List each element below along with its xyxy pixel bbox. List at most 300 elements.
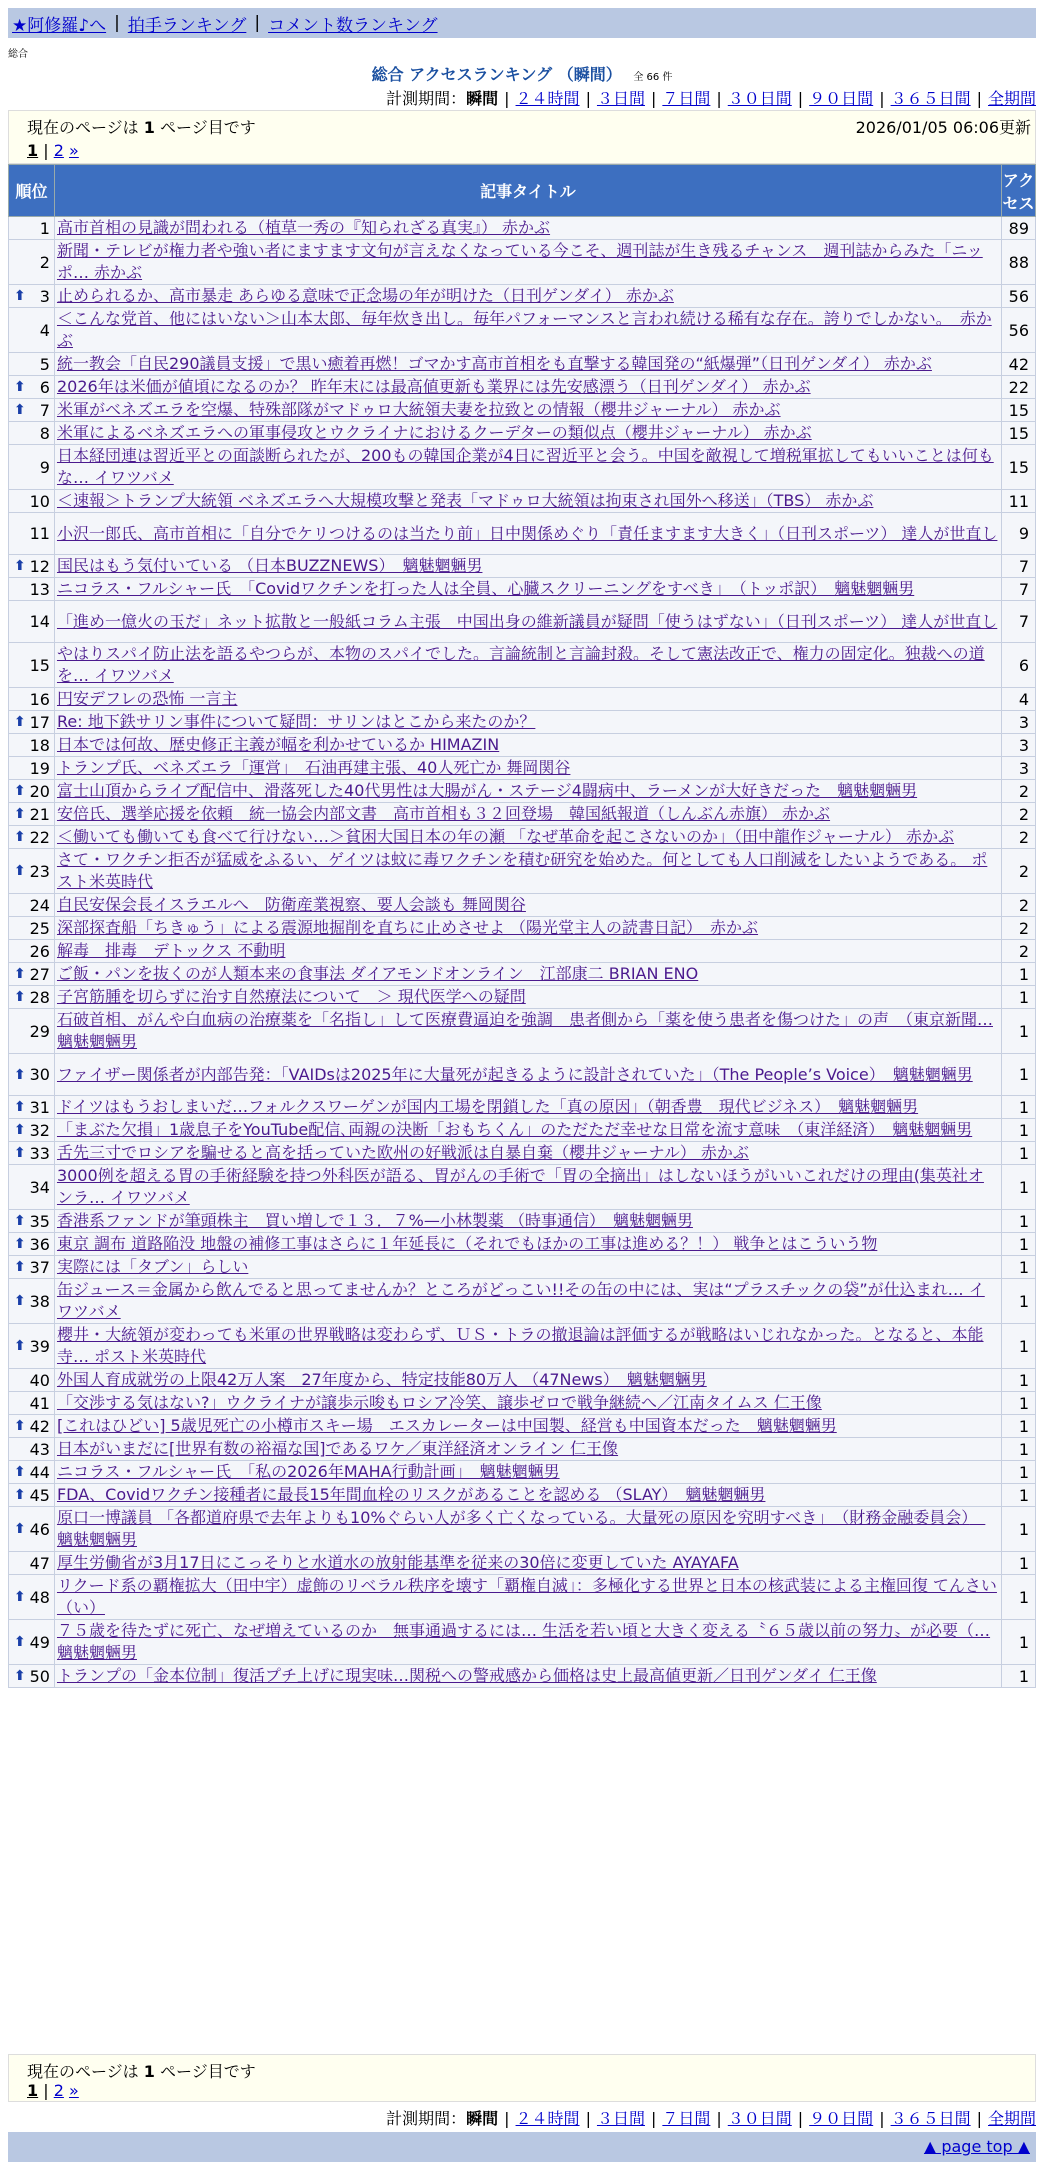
rank-cell	[9, 1575, 55, 1620]
col-header-title: 記事タイトル	[54, 165, 1001, 217]
period-link[interactable]: ３日間	[596, 2109, 645, 2128]
table-row	[9, 445, 1036, 490]
period-link[interactable]: ３６５日間	[890, 89, 971, 108]
rank-number: 10	[29, 491, 50, 511]
period-link[interactable]: ７日間	[662, 89, 711, 108]
title-cell	[54, 1392, 1001, 1415]
title-cell	[54, 803, 1001, 826]
rank-cell	[9, 1461, 55, 1484]
article-link[interactable]: リクード系の覇権拡大（田中宇）虚飾のリベラル秩序を壊す「覇権自滅」：多極化する世界と日本の核武装による主権回復 てんさい（い）	[56, 1576, 997, 1617]
title-cell	[54, 1324, 1001, 1369]
article-link[interactable]: 日本では何故、歴史修正主義が幅を利かせているか HIMAZIN	[56, 735, 500, 754]
table-row	[9, 399, 1036, 422]
table-row	[9, 940, 1036, 963]
page-title-text: 総合 アクセスランキング （瞬間）	[371, 65, 622, 84]
period-current: 瞬間	[466, 2109, 499, 2128]
rank-number: 21	[29, 804, 50, 824]
rank-cell	[9, 1665, 55, 1688]
access-count: 7	[1001, 555, 1035, 578]
rank-number: 33	[29, 1143, 50, 1163]
title-cell	[54, 376, 1001, 399]
access-count: 11	[1001, 490, 1035, 513]
article-link[interactable]: 2026年は米価が値頃になるのか？ 昨年末には最高値更新も業界には先安感漂う（日刊ゲンダイ） 赤かぶ	[56, 377, 811, 396]
table-row	[9, 1210, 1036, 1233]
title-cell	[54, 780, 1001, 803]
period-separator: |	[504, 89, 510, 108]
access-count: 1	[1001, 1279, 1035, 1324]
article-link[interactable]: 櫻井・大統領が変わっても米軍の世界戦略は変わらず、ＵＳ・トラの撤退論は評価するが戦略はいじれなかった。となると、本能寺… ポスト米英時代	[56, 1325, 984, 1366]
table-row	[9, 1620, 1036, 1665]
rank-number: 25	[29, 918, 50, 938]
table-row	[9, 894, 1036, 917]
table-row	[9, 1054, 1036, 1096]
article-link[interactable]: 富士山頂からライブ配信中、滑落死した40代男性は大腸がん・ステージ4闘病中、ラーメンが大好きだった 魑魅魍魎男	[56, 781, 918, 800]
title-cell	[54, 1620, 1001, 1665]
table-row	[9, 240, 1036, 285]
table-row	[9, 1392, 1036, 1415]
period-selector-bottom	[386, 2106, 1036, 2129]
title-cell	[54, 1210, 1001, 1233]
rank-cell	[9, 986, 55, 1009]
period-label: 計測期間：	[386, 2109, 467, 2128]
period-separator: |	[716, 2109, 722, 2128]
page-top-link[interactable]: ▲ page top ▲	[923, 2137, 1030, 2156]
period-link[interactable]: ３６５日間	[890, 2109, 971, 2128]
table-row	[9, 1665, 1036, 1688]
access-count: 2	[1001, 894, 1035, 917]
period-link[interactable]: ９０日間	[809, 2109, 874, 2128]
top-nav-bar	[8, 8, 1036, 38]
up-arrow-icon: ⬆	[14, 1293, 26, 1309]
rank-number: 40	[29, 1370, 50, 1390]
rank-cell	[9, 490, 55, 513]
up-arrow-icon: ⬆	[14, 1259, 26, 1275]
access-count: 1	[1001, 1324, 1035, 1369]
up-arrow-icon: ⬆	[14, 1589, 26, 1605]
access-count: 1	[1001, 1210, 1035, 1233]
rank-number: 22	[29, 827, 50, 847]
footer-bar	[8, 2132, 1036, 2162]
title-cell	[54, 1369, 1001, 1392]
rank-number: 50	[29, 1666, 50, 1686]
title-cell	[54, 1507, 1001, 1552]
pager-current: 1	[27, 2081, 39, 2100]
up-arrow-icon: ⬆	[14, 1213, 26, 1229]
rank-cell	[9, 1210, 55, 1233]
article-link[interactable]: 小沢一郎氏、高市首相に「自分でケリつけるのは当たり前」日中関係めぐり「責任ますます大きく」（日刊スポーツ） 達人が世直し	[56, 523, 998, 543]
rank-cell	[9, 445, 55, 490]
article-link[interactable]: 舌先三寸でロシアを騙せると高を括っていた欧州の好戦派は自暴自棄（櫻井ジャーナル） 赤かぶ	[56, 1143, 749, 1162]
access-count: 1	[1001, 986, 1035, 1009]
article-link[interactable]: ニコラス・フルシャー氏 「私の2026年MAHA行動計画」 魑魅魍魎男	[56, 1462, 560, 1481]
access-count: 1	[1001, 1665, 1035, 1688]
title-cell	[54, 240, 1001, 285]
rank-cell	[9, 894, 55, 917]
period-link[interactable]: ２４時間	[515, 2109, 580, 2128]
period-link[interactable]: ７日間	[662, 2109, 711, 2128]
rank-number: 17	[29, 712, 50, 732]
access-count: 1	[1001, 1392, 1035, 1415]
title-cell	[54, 1256, 1001, 1279]
article-link[interactable]: 子宮筋腫を切らずに治す自然療法について ＞ 現代医学への疑問	[56, 987, 526, 1006]
title-cell	[54, 555, 1001, 578]
pager-page-2[interactable]: 2	[53, 2081, 64, 2100]
table-row	[9, 1142, 1036, 1165]
article-link[interactable]: トランプ氏、ベネズエラ「運営」 石油再建主張、40人死亡か 舞岡関谷	[56, 758, 571, 777]
title-cell	[54, 643, 1001, 688]
table-row	[9, 1369, 1036, 1392]
article-link[interactable]: ＜こんな党首、他にはいない＞山本太郎、毎年炊き出し。毎年パフォーマンスと言われ続ける稀有な存在。誇りでしかない。 赤かぶ	[56, 309, 992, 350]
article-link[interactable]: ドイツはもうおしまいだ…フォルクスワーゲンが国内工場を閉鎖した「真の原因」（朝香豊 現代ビジネス） 魑魅魍魎男	[56, 1097, 919, 1116]
access-count: 15	[1001, 399, 1035, 422]
table-row	[9, 490, 1036, 513]
rank-cell	[9, 1392, 55, 1415]
title-cell	[54, 688, 1001, 711]
rank-number: 37	[29, 1257, 50, 1277]
rank-number: 34	[29, 1177, 50, 1197]
title-cell	[54, 1096, 1001, 1119]
period-link[interactable]: ３日間	[596, 89, 645, 108]
access-count: 1	[1001, 1461, 1035, 1484]
period-link[interactable]: ３０日間	[727, 89, 792, 108]
rank-cell	[9, 1009, 55, 1054]
article-link[interactable]: 香港系ファンドが筆頭株主 買い増しで１３．７%—小林製薬 （時事通信） 魑魅魍魎男	[56, 1211, 693, 1230]
title-cell	[54, 1165, 1001, 1210]
rank-cell	[9, 578, 55, 601]
article-link[interactable]: やはりスパイ防止法を語るやつらが、本物のスパイでした。言論統制と言論封殺。そして憲法改正で、権力の固定化。独裁への道を… イワツバメ	[56, 644, 985, 685]
table-row	[9, 1415, 1036, 1438]
table-row	[9, 711, 1036, 734]
table-row	[9, 986, 1036, 1009]
up-arrow-icon: ⬆	[14, 1487, 26, 1503]
table-row	[9, 353, 1036, 376]
access-count: 1	[1001, 1142, 1035, 1165]
table-row	[9, 1233, 1036, 1256]
rank-cell	[9, 422, 55, 445]
rank-number: 19	[29, 758, 50, 778]
table-row	[9, 1575, 1036, 1620]
table-row	[9, 826, 1036, 849]
title-cell	[54, 1054, 1001, 1096]
period-separator: |	[650, 89, 657, 108]
rank-number: 28	[29, 987, 50, 1007]
rank-cell	[9, 217, 55, 240]
rank-number: 35	[29, 1211, 50, 1231]
table-row	[9, 601, 1036, 643]
period-separator: |	[879, 89, 885, 108]
article-link[interactable]: 「交渉する気はない?」ウクライナが譲歩示唆もロシア冷笑、譲歩ゼロで戦争継続へ／江南タイムス 仁王像	[56, 1393, 822, 1412]
period-link[interactable]: ９０日間	[809, 89, 874, 108]
article-link[interactable]: 統一教会「自民290議員支援」で黒い癒着再燃！ゴマかす高市首相をも直撃する韓国発の“紙爆弾”（日刊ゲンダイ） 赤かぶ	[56, 354, 932, 373]
access-count: 1	[1001, 1054, 1035, 1096]
article-link[interactable]: 石破首相、がんや白血病の治療薬を「名指し」して医療費逼迫を強調 患者側から「薬を使う患者を傷つけた」の声 （東京新聞… 魑魅魍魎男	[56, 1010, 993, 1051]
period-separator: |	[976, 89, 982, 108]
title-cell	[54, 986, 1001, 1009]
article-link[interactable]: 米軍によるベネズエラへの軍事侵攻とウクライナにおけるクーデターの類似点（櫻井ジャーナル） 赤かぶ	[56, 423, 812, 442]
rank-number: 43	[29, 1439, 50, 1459]
pager-page-2[interactable]: 2	[53, 141, 64, 160]
table-row	[9, 285, 1036, 308]
nav-separator: |	[254, 13, 261, 33]
up-arrow-icon: ⬆	[14, 1066, 26, 1083]
article-link[interactable]: ニコラス・フルシャー氏 「Covidワクチンを打った人は全員、心臓スクリーニングをすべき」 （トッポ訳） 魑魅魍魎男	[56, 579, 915, 598]
article-link[interactable]: 「進め一億火の玉だ」ネット拡散と一般紙コラム主張 中国出身の維新議員が疑問「使うはずない」（日刊スポーツ） 達人が世直し	[56, 611, 998, 631]
rank-number: 26	[29, 941, 50, 961]
article-link[interactable]: 日本経団連は習近平との面談断られたが、200もの韓国企業が4日に習近平と会う。中国を敵視して増税軍拡してもいいことは何もな… イワツバメ	[56, 446, 994, 487]
table-row	[9, 643, 1036, 688]
rank-cell	[9, 757, 55, 780]
access-count: 15	[1001, 445, 1035, 490]
rank-cell	[9, 734, 55, 757]
access-count: 6	[1001, 643, 1035, 688]
access-count: 2	[1001, 780, 1035, 803]
pager-current: 1	[27, 141, 39, 160]
updated-timestamp: 2026/01/05 06:06更新	[855, 118, 1031, 137]
home-link[interactable]: ★阿修羅♪へ	[12, 15, 107, 36]
article-link[interactable]: 国民はもう気付いている （日本BUZZNEWS） 魑魅魍魎男	[56, 556, 483, 575]
access-count: 4	[1001, 688, 1035, 711]
access-count: 3	[1001, 711, 1035, 734]
rank-number: 12	[29, 556, 50, 576]
article-link[interactable]: 缶ジュース＝金属から飲んでると思ってませんか？ところがどっこい!!その缶の中には、実は“プラスチックの袋”が仕込まれ… イワツバメ	[56, 1280, 985, 1321]
access-count: 1	[1001, 1620, 1035, 1665]
article-link[interactable]: 外国人育成就労の上限42万人案 27年度から、特定技能80万人 （47News） 魑魅魍魎男	[56, 1370, 707, 1389]
rank-cell	[9, 803, 55, 826]
access-count: 2	[1001, 849, 1035, 894]
access-count: 1	[1001, 963, 1035, 986]
up-arrow-icon: ⬆	[14, 806, 26, 822]
rank-cell	[9, 353, 55, 376]
title-cell	[54, 1415, 1001, 1438]
rank-cell	[9, 826, 55, 849]
rank-cell	[9, 1507, 55, 1552]
period-separator: |	[797, 2109, 804, 2128]
up-arrow-icon: ⬆	[14, 1464, 26, 1480]
table-row	[9, 513, 1036, 555]
rank-cell	[9, 601, 55, 643]
pager-next[interactable]: »	[69, 2081, 79, 2100]
article-link[interactable]: ＜働いても働いても食べて行けない…＞貧困大国日本の年の瀬 「なぜ革命を起こさないのか」（田中龍作ジャーナル） 赤かぶ	[56, 827, 955, 846]
access-count: 1	[1001, 1119, 1035, 1142]
access-count: 56	[1001, 285, 1035, 308]
access-count: 22	[1001, 376, 1035, 399]
rank-number: 7	[39, 400, 50, 420]
up-arrow-icon: ⬆	[14, 558, 26, 574]
access-count: 2	[1001, 803, 1035, 826]
page-info-top	[8, 110, 1036, 164]
period-link[interactable]: ３０日間	[727, 2109, 792, 2128]
access-count: 56	[1001, 308, 1035, 353]
access-count: 1	[1001, 1552, 1035, 1575]
article-link[interactable]: 東京 調布 道路陥没 地盤の補修工事はさらに１年延長に（それでもほかの工事は進める？！） 戦争とはこういう物	[56, 1234, 878, 1253]
period-separator: |	[879, 2109, 885, 2128]
rank-number: 13	[29, 579, 50, 599]
access-count: 89	[1001, 217, 1035, 240]
rank-number: 24	[29, 895, 50, 915]
rank-cell	[9, 688, 55, 711]
table-row	[9, 917, 1036, 940]
article-link[interactable]: ご飯・パンを抜くのが人類本来の食事法 ダイアモンドオンライン 江部康二 BRIAN ENO	[56, 964, 699, 983]
article-link[interactable]: トランプの「金本位制」復活プチ上げに現実味…関税への警戒感から価格は史上最高値更新／日刊ゲンダイ 仁王像	[56, 1666, 877, 1685]
table-row	[9, 1484, 1036, 1507]
table-row	[9, 1165, 1036, 1210]
category-label: 総合	[8, 49, 28, 60]
table-row	[9, 1256, 1036, 1279]
table-row	[9, 1507, 1036, 1552]
rank-cell	[9, 1054, 55, 1096]
up-arrow-icon: ⬆	[14, 1145, 26, 1161]
up-arrow-icon: ⬆	[14, 379, 26, 395]
article-link[interactable]: 原口一博議員 「各都道府県で去年よりも10%ぐらい人が多く亡くなっている。大量死の原因を究明すべき」 （財務金融委員会） 魑魅魍魎男	[56, 1508, 986, 1549]
access-count: 2	[1001, 826, 1035, 849]
access-count: 2	[1001, 917, 1035, 940]
rank-cell	[9, 1438, 55, 1461]
rank-number: 44	[29, 1462, 50, 1482]
article-link[interactable]: 安倍氏、選挙応援を依頼 統一協会内部文書 高市首相も３２回登場 韓国紙報道（しんぶん赤旗） 赤かぶ	[56, 804, 831, 823]
rank-cell	[9, 1484, 55, 1507]
title-cell	[54, 1552, 1001, 1575]
access-count: 1	[1001, 1438, 1035, 1461]
title-cell	[54, 963, 1001, 986]
up-arrow-icon: ⬆	[14, 829, 26, 845]
current-page-text: 現在のページは 1 ページ目です	[27, 2062, 256, 2081]
col-header-access: アクセス	[1001, 165, 1035, 217]
period-link[interactable]: 全期間	[987, 89, 1036, 108]
rank-number: 30	[29, 1065, 50, 1084]
access-count: 1	[1001, 1096, 1035, 1119]
table-row	[9, 578, 1036, 601]
article-link[interactable]: 「まぶた欠損」1歳息子をYouTube配信､両親の決断「おもちくん」のただただ幸せな日常を流す意味 （東洋経済） 魑魅魍魎男	[56, 1120, 973, 1139]
access-count: 42	[1001, 353, 1035, 376]
rank-cell	[9, 1620, 55, 1665]
period-separator: |	[585, 89, 591, 108]
access-count: 1	[1001, 1256, 1035, 1279]
up-arrow-icon: ⬆	[14, 1236, 26, 1252]
rank-cell	[9, 513, 55, 555]
rank-number: 1	[39, 218, 50, 238]
title-cell	[54, 1484, 1001, 1507]
title-cell	[54, 757, 1001, 780]
rank-number: 20	[29, 781, 50, 801]
rank-number: 9	[39, 457, 50, 477]
rank-number: 4	[39, 320, 50, 340]
article-link[interactable]: 日本がいまだに[世界有数の裕福な国]であるワケ／東洋経済オンライン 仁王像	[56, 1439, 619, 1458]
article-link[interactable]: 深部探査船「ちきゅう」による震源地掘削を直ちに止めさせよ （陽光堂主人の読書日記） 赤かぶ	[56, 918, 759, 937]
access-count: 88	[1001, 240, 1035, 285]
access-count: 1	[1001, 1233, 1035, 1256]
pager-next[interactable]: »	[69, 141, 79, 160]
rank-number: 29	[29, 1021, 50, 1041]
article-link[interactable]: ＜速報＞トランプ大統領 ベネズエラへ大規模攻撃と発表「マドゥロ大統領は拘束され国外へ移送」（TBS） 赤かぶ	[56, 491, 874, 510]
access-count: 15	[1001, 422, 1035, 445]
rank-cell	[9, 643, 55, 688]
rank-number: 39	[29, 1336, 50, 1356]
rank-number: 38	[29, 1291, 50, 1311]
rank-number: 6	[39, 377, 50, 397]
pager-bottom: 1 | 2 »	[27, 2081, 79, 2100]
up-arrow-icon: ⬆	[14, 1122, 26, 1138]
table-row	[9, 1009, 1036, 1054]
article-link[interactable]: 厚生労働省が3月17日にこっそりと水道水の放射能基準を従来の30倍に変更していた AYAYAFA	[56, 1553, 739, 1572]
article-link[interactable]: さて・ワクチン拒否が猛威をふるい、ゲイツは蚊に毒ワクチンを積む研究を始めた。何としても人口削減をしたいようである。 ポスト米英時代	[56, 850, 988, 891]
title-cell	[54, 308, 1001, 353]
rank-number: 14	[29, 612, 50, 631]
comment-ranking-link[interactable]: コメント数ランキング	[268, 15, 438, 36]
table-row	[9, 308, 1036, 353]
clap-ranking-link[interactable]: 拍手ランキング	[127, 15, 247, 36]
article-link[interactable]: 新聞・テレビが権力者や強い者にますます文句が言えなくなっている今こそ、週刊誌が生き残るチャンス 週刊誌からみた「ニッポ… 赤かぶ	[56, 241, 983, 282]
up-arrow-icon: ⬆	[14, 1418, 26, 1434]
nav-separator: |	[114, 13, 120, 33]
article-link[interactable]: ７５歳を待たずに死亡、なぜ増えているのか 無事通過するには… 生活を若い頃と大きく変える〝６５歳以前の努力〟が必要（… 魑魅魍魎男	[56, 1621, 991, 1662]
up-arrow-icon: ⬆	[14, 1668, 26, 1684]
table-row	[9, 555, 1036, 578]
access-count: 7	[1001, 578, 1035, 601]
table-row	[9, 1461, 1036, 1484]
period-current: 瞬間	[466, 89, 499, 108]
article-link[interactable]: ファイザー関係者が内部告発：「VAIDsは2025年に大量死が起きるように設計されていた」（The People’s Voice） 魑魅魍魎男	[56, 1064, 973, 1084]
rank-cell	[9, 285, 55, 308]
title-cell	[54, 1438, 1001, 1461]
table-row	[9, 376, 1036, 399]
table-row	[9, 217, 1036, 240]
access-count: 1	[1001, 1484, 1035, 1507]
rank-cell	[9, 963, 55, 986]
title-cell	[54, 217, 1001, 240]
table-row	[9, 757, 1036, 780]
article-link[interactable]: 3000例を超える胃の手術経験を持つ外科医が語る、胃がんの手術で「胃の全摘出」はしないほうがいいこれだけの理由(集英社オンラ… イワツバメ	[56, 1166, 984, 1207]
rank-number: 36	[29, 1234, 50, 1254]
access-count: 1	[1001, 1009, 1035, 1054]
table-row	[9, 1096, 1036, 1119]
article-link[interactable]: 自民安保会長イスラエルへ 防衛産業視察、要人会談も 舞岡関谷	[56, 895, 526, 914]
rank-cell	[9, 940, 55, 963]
article-link[interactable]: 止められるか、高市暴走 あらゆる意味で正念場の年が明けた（日刊ゲンダイ） 赤かぶ	[56, 286, 674, 305]
table-row	[9, 849, 1036, 894]
period-link[interactable]: ２４時間	[515, 89, 580, 108]
article-link[interactable]: FDA、Covidワクチン接種者に最長15年間血栓のリスクがあることを認める （SLAY） 魑魅魍魎男	[56, 1485, 766, 1504]
pager-top: 1 | 2 »	[27, 141, 79, 160]
up-arrow-icon: ⬆	[14, 1338, 26, 1354]
article-link[interactable]: 実際には「タブン」らしい	[56, 1257, 249, 1276]
period-separator: |	[650, 2109, 657, 2128]
article-link[interactable]: 米軍がベネズエラを空爆、特殊部隊がマドゥロ大統領夫妻を拉致との情報（櫻井ジャーナル） 赤かぶ	[56, 400, 781, 419]
up-arrow-icon: ⬆	[14, 1099, 26, 1115]
rank-number: 49	[29, 1632, 50, 1652]
page-title	[0, 62, 1044, 85]
article-link[interactable]: 高市首相の見識が問われる（植草一秀の『知られざる真実』） 赤かぶ	[56, 218, 551, 237]
up-arrow-icon: ⬆	[14, 863, 26, 879]
title-cell	[54, 1279, 1001, 1324]
article-link[interactable]: 解毒 排毒 デトックス 不動明	[56, 941, 286, 960]
title-cell	[54, 513, 1001, 555]
up-arrow-icon: ⬆	[14, 714, 26, 730]
rank-number: 2	[39, 252, 50, 272]
rank-number: 45	[29, 1485, 50, 1505]
rank-cell	[9, 1096, 55, 1119]
rank-cell	[9, 849, 55, 894]
article-link[interactable]: Re: 地下鉄サリン事件について疑問：サリンはとこから来たのか？	[56, 712, 536, 731]
table-row	[9, 803, 1036, 826]
article-link[interactable]: [これはひどい] 5歳児死亡の小樽市スキー場 エスカレーターは中国製、経営も中国資本だった 魑魅魍魎男	[56, 1416, 837, 1435]
rank-number: 15	[29, 655, 50, 675]
rank-number: 18	[29, 735, 50, 755]
period-link[interactable]: 全期間	[987, 2109, 1036, 2128]
article-link[interactable]: 円安デフレの恐怖 一言主	[56, 689, 238, 708]
up-arrow-icon: ⬆	[14, 288, 26, 304]
title-cell	[54, 1009, 1001, 1054]
access-count: 1	[1001, 1415, 1035, 1438]
